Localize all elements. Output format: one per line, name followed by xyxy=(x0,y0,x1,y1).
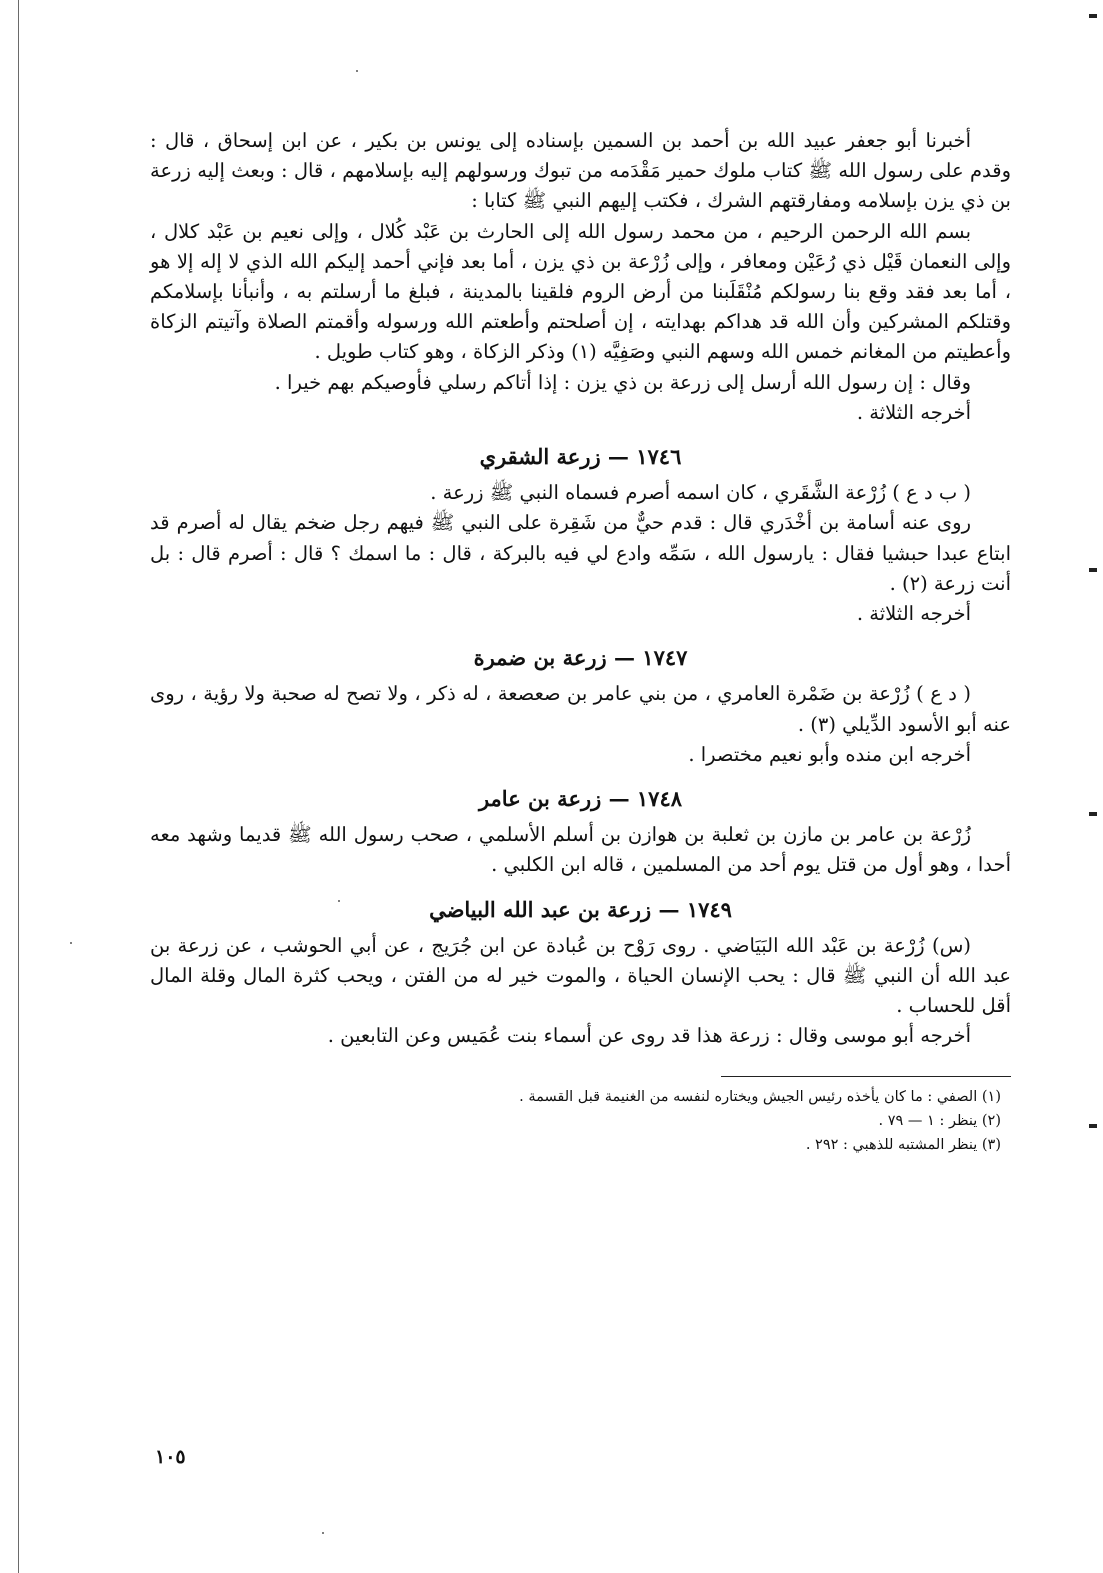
source-note: أخرجه الثلاثة . xyxy=(856,602,971,626)
source-note: أخرجه الثلاثة . xyxy=(856,400,971,424)
entry-paragraph: ( ب د ع ) زُرْعة الشَّقَري ، كان اسمه أصرم فسماه النبي ﷺ زرعة . xyxy=(430,481,971,505)
source-note: أخرجه أبو موسى وقال : زرعة هذا قد روى عن أسماء بنت عُمَيس وعن التابعين . xyxy=(327,1024,971,1048)
entry-paragraph: زُرْعة بن عامر بن مازن بن ثعلبة بن هوازن بن أسلم الأسلمي ، صحب رسول الله ﷺ قديما وشهد معه أحدا ، وهو أول من قتل يوم أحد من المسلمين ، قاله ابن الكلبي . xyxy=(150,823,1011,877)
intro-paragraph: أخبرنا أبو جعفر عبيد الله بن أحمد بن السمين بإسناده إلى يونس بن بكير ، عن ابن إسحاق ، قال : وقدم على رسول الله ﷺ كتاب ملوك حمير مَقْدَمه من تبوك ورسولهم إليه بإسلامهم ، قال : وبعث إليه زرعة بن ذي يزن بإسلامه ومفارقتهم الشرك ، فكتب إليهم النبي ﷺ كتابا : xyxy=(150,129,1011,213)
footnotes xyxy=(150,1085,1011,1157)
main-text xyxy=(150,126,1011,1157)
entry-heading: ١٧٤٩ — زرعة بن عبد الله البياضي xyxy=(429,896,732,922)
entry-heading: ١٧٤٦ — زرعة الشقري xyxy=(479,444,682,470)
scan-edge-mark xyxy=(1089,812,1097,816)
scan-edge-line xyxy=(18,0,19,1573)
entry-paragraph: ( د ع ) زُرْعة بن ضَمْرة العامري ، من بني عامر بن صعصعة ، له ذكر ، ولا تصح له صحبة ولا رؤية ، روى عنه أبو الأسود الدِّيلي (٣) . xyxy=(150,682,1011,736)
source-note: أخرجه ابن منده وأبو نعيم مختصرا . xyxy=(688,742,971,766)
letter-paragraph: بسم الله الرحمن الرحيم ، من محمد رسول الله إلى الحارث بن عَبْد كُلال ، وإلى نعيم بن عَبْد كلال ، وإلى النعمان قَيْل ذي رُعَيْن ومعافر ، وإلى زُرْعة بن ذي يزن ، أما بعد فإني أحمد إليكم الله الذي لا إله إلا هو ، أما بعد فقد وقع بنا رسولكم مُنْقَلَبنا من أرض الروم فلقينا بالمدينة ، فبلغ ما أرسلتم به ، وأنبأنا بإسلامكم وقتلكم المشركين وأن الله قد هداكم بهدايته ، إن أصلحتم وأطعتم الله ورسوله وأقمتم الصلاة وآتيتم الزكاة وأعطيتم من المغانم خمس الله وسهم النبي وصَفِيَّه (١) وذكر الزكاة ، وهو كتاب طويل . xyxy=(150,219,1011,364)
scan-edge-mark xyxy=(1089,568,1097,572)
footnote: (٢) ينظر : ١ — ٧٩ . xyxy=(878,1112,1001,1129)
footnote: (١) الصفي : ما كان يأخذه رئيس الجيش ويختاره لنفسه من الغنيمة قبل القسمة . xyxy=(519,1088,1001,1105)
entry-paragraph: (س) زُرْعة بن عَبْد الله البَيَاضي . روى رَوْح بن عُبادة عن ابن جُرَيج ، عن أبي الحوشب ، عن زرعة بن عبد الله أن النبي ﷺ قال : يحب الإنسان الحياة ، والموت خير له من الفتن ، ويحب كثرة المال وقلة المال أقل للحساب . xyxy=(150,933,1011,1018)
footnote-separator xyxy=(721,1076,1011,1077)
entry-paragraph: روى عنه أسامة بن أخْدَري قال : قدم حيٌّ من شَقِرة على النبي ﷺ فيهم رجل ضخم يقال له أصرم قد ابتاع عبدا حبشيا فقال : يارسول الله ، سَمِّه وادع لي فيه بالبركة ، قال : ما اسمك ؟ قال : أصرم قال : بل أنت زرعة (٢) . xyxy=(150,511,1011,595)
entry-heading: ١٧٤٧ — زرعة بن ضمرة xyxy=(473,645,688,671)
scan-speck xyxy=(70,942,72,944)
scan-edge-mark xyxy=(1089,14,1097,18)
scan-speck xyxy=(356,70,358,72)
entry-heading: ١٧٤٨ — زرعة بن عامر xyxy=(478,786,683,812)
scan-edge-mark xyxy=(1089,1124,1097,1128)
footnote: (٣) ينظر المشتبه للذهبي : ٢٩٢ . xyxy=(805,1136,1001,1153)
page-number: ١٠٥ xyxy=(155,1446,186,1468)
scan-speck xyxy=(338,900,340,902)
scan-speck xyxy=(322,1532,324,1534)
intro-paragraph: وقال : إن رسول الله أرسل إلى زرعة بن ذي يزن : إذا أتاكم رسلي فأوصيكم بهم خيرا . xyxy=(274,370,971,394)
